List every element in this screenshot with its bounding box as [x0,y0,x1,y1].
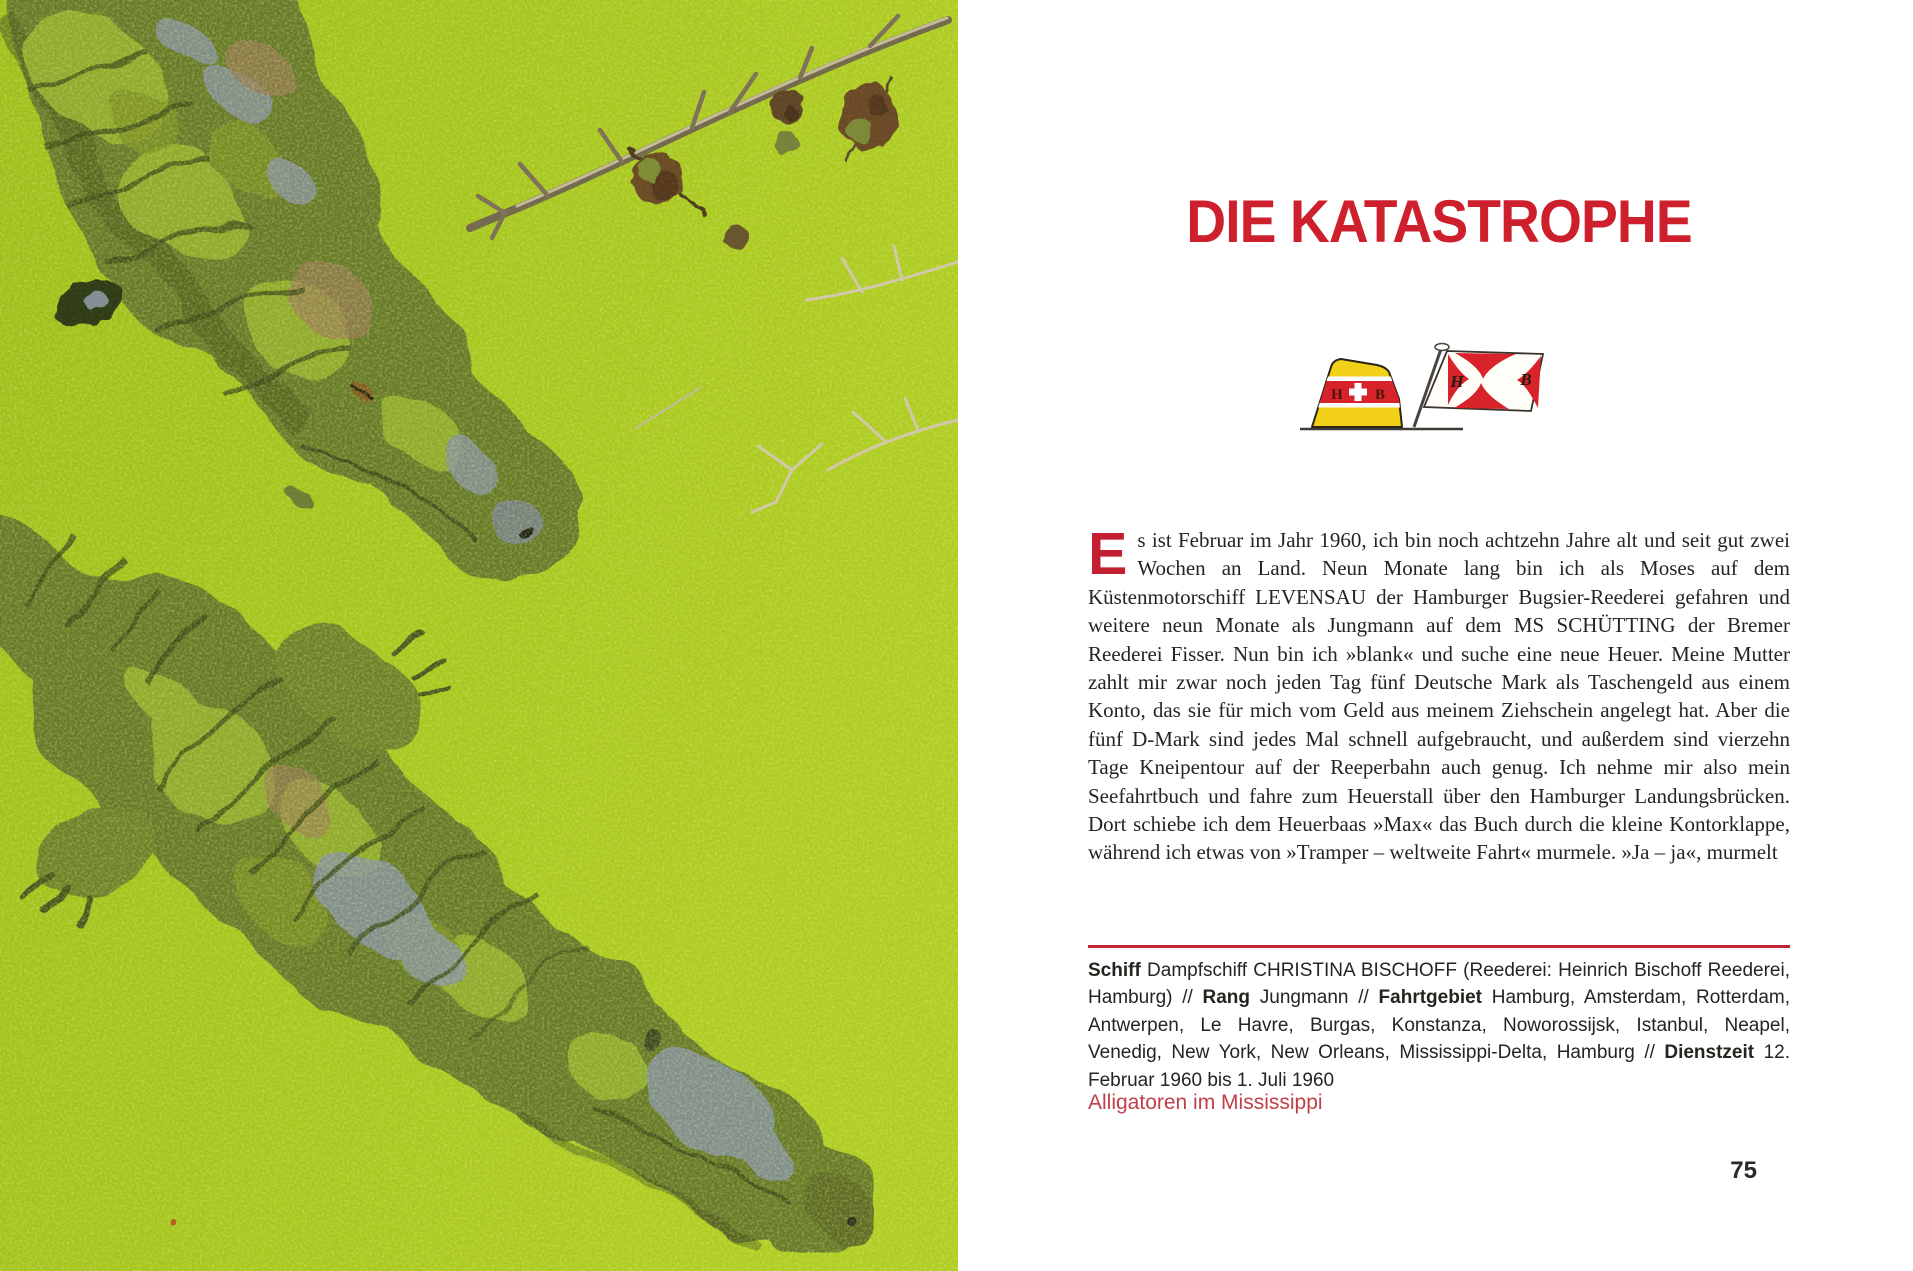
flag-letter-b: B [1520,370,1532,389]
funnel-icon [1305,359,1409,427]
house-flag-icon [1414,344,1543,428]
flag-finial [1435,344,1449,351]
voyage-info [1088,957,1790,1094]
right-page [958,0,1913,1271]
info-divider [1088,945,1790,948]
info-label-dienstzeit: Dienstzeit [1664,1042,1755,1064]
flag-letter-h: H [1450,372,1464,391]
info-text-schiff: Dampfschiff CHRISTINA BISCHOFF (Reederei: Heinrich Bischoff Reederei, Hamburg) // [1088,960,1790,1009]
info-label-fahrtgebiet: Fahrtgebiet [1378,987,1482,1009]
funnel-and-flag-art [1295,341,1557,435]
page-title: DIE KATASTROPHE [1186,188,1692,255]
shipping-line-emblem [1295,341,1557,435]
page-number: 75 [1730,1157,1757,1184]
info-text-rang: Jungmann // [1250,987,1379,1009]
photo-caption: Alligatoren im Mississippi [1088,1091,1323,1114]
info-label-schiff: Schiff [1088,960,1141,981]
info-label-rang: Rang [1202,987,1251,1009]
funnel-letter-b: B [1374,387,1386,403]
info-text-dienstzeit: 12. Februar 1960 bis 1. Juli 1960 [1088,1042,1790,1091]
body-text: s ist Februar im Jahr 1960, ich bin noch achtzehn Jahre alt und seit gut zwei Wochen an Land. Neun Monate lang bin ich als Moses auf dem Küstenmotorschiff LEVENSAU der Hamburger Bugsier-Reederei gefahren und weitere neun Monate als Jungmann auf dem MS SCHÜTTING der Bremer Reederei Fisser. Nun bin ich »blank« und suche eine neue Heuer. Meine Mutter zahlt mir zwar noch jeden Tag fünf Deutsche Mark als Taschengeld aus einem Konto, das sie für mich vom Geld aus meinem Ziehschein angelegt hat. Aber die fünf D-Mark sind jedes Mal schnell aufgebraucht, und außerdem sind vierzehn Tage Kneipentour auf der Reeperbahn auch genug. Ich nehme mir also mein Seefahrtbuch und fahre zum Heuerstall über den Hamburger Landungsbrücken. Dort schiebe ich dem Heuerbaas »Max« das Buch durch die kleine Kontorklappe, während ich etwas von »Tramper – weltweite Fahrt« murmele. »Ja – ja«, murmelt [1088,528,1790,865]
body-paragraph [1088,521,1790,867]
drop-cap: E [1088,521,1128,587]
funnel-letter-h: H [1331,387,1343,403]
info-text-fahrtgebiet: Hamburg, Amsterdam, Rotterdam, Antwerpen, Le Havre, Burgas, Konstanza, Noworossijsk, Istanbul, Neapel, Venedig, New York, New Orleans, Mississippi-Delta, Hamburg // [1088,987,1790,1064]
